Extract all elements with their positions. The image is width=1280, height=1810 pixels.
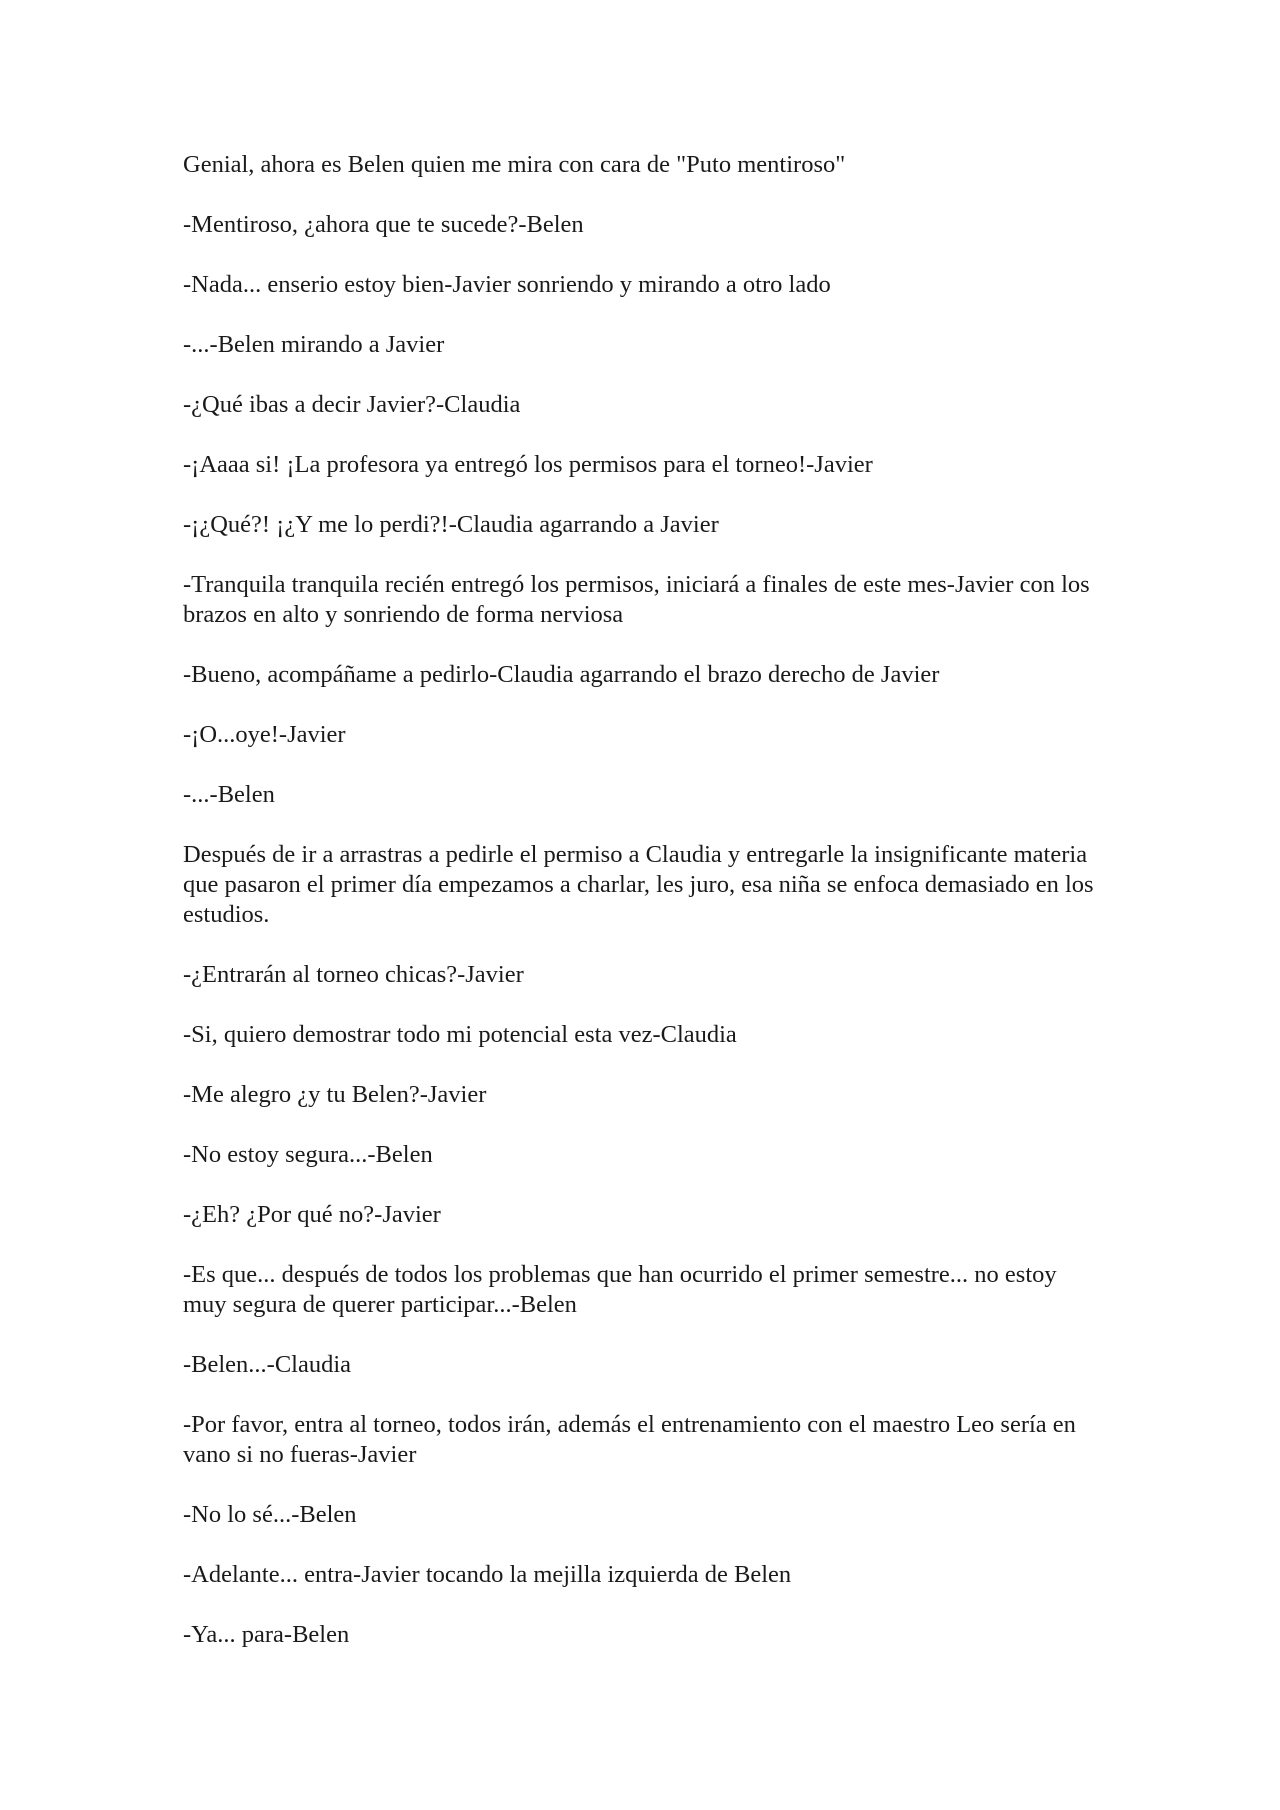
paragraph: -Si, quiero demostrar todo mi potencial esta vez-Claudia	[183, 1021, 737, 1048]
paragraph: -Bueno, acompáñame a pedirlo-Claudia agarrando el brazo derecho de Javier	[183, 661, 940, 688]
paragraph: -¿Qué ibas a decir Javier?-Claudia	[183, 391, 521, 418]
paragraph: -Me alegro ¿y tu Belen?-Javier	[183, 1081, 487, 1108]
paragraph: -Tranquila tranquila recién entregó los permisos, iniciará a finales de este mes-Javier con los brazos en alto y sonriendo de forma nerviosa	[183, 571, 1090, 628]
paragraph: -...-Belen mirando a Javier	[183, 331, 445, 358]
paragraph: -Adelante... entra-Javier tocando la mejilla izquierda de Belen	[183, 1561, 792, 1588]
paragraph: -¡O...oye!-Javier	[183, 721, 346, 748]
paragraph: Genial, ahora es Belen quien me mira con cara de "Puto mentiroso"	[183, 151, 846, 178]
paragraph: -¿Eh? ¿Por qué no?-Javier	[183, 1201, 441, 1228]
paragraph: -...-Belen	[183, 781, 275, 808]
paragraph: -No estoy segura...-Belen	[183, 1141, 433, 1168]
paragraph: -Por favor, entra al torneo, todos irán, además el entrenamiento con el maestro Leo sería en vano si no fueras-Javier	[183, 1411, 1076, 1468]
paragraph: -¿Entrarán al torneo chicas?-Javier	[183, 961, 524, 988]
paragraph: -¡¿Qué?! ¡¿Y me lo perdi?!-Claudia agarrando a Javier	[183, 511, 719, 538]
paragraph: -Belen...-Claudia	[183, 1351, 352, 1378]
document-body	[183, 150, 1103, 1680]
paragraph: -No lo sé...-Belen	[183, 1501, 357, 1528]
paragraph: -Ya... para-Belen	[183, 1621, 350, 1648]
paragraph: -¡Aaaa si! ¡La profesora ya entregó los permisos para el torneo!-Javier	[183, 451, 873, 478]
paragraph: -Nada... enserio estoy bien-Javier sonriendo y mirando a otro lado	[183, 271, 831, 298]
paragraph: -Mentiroso, ¿ahora que te sucede?-Belen	[183, 211, 584, 238]
paragraph: -Es que... después de todos los problemas que han ocurrido el primer semestre... no estoy muy segura de querer participar...-Belen	[183, 1261, 1057, 1318]
paragraph: Después de ir a arrastras a pedirle el permiso a Claudia y entregarle la insignificante materia que pasaron el primer día empezamos a charlar, les juro, esa niña se enfoca demasiado en los estudios.	[183, 841, 1094, 928]
